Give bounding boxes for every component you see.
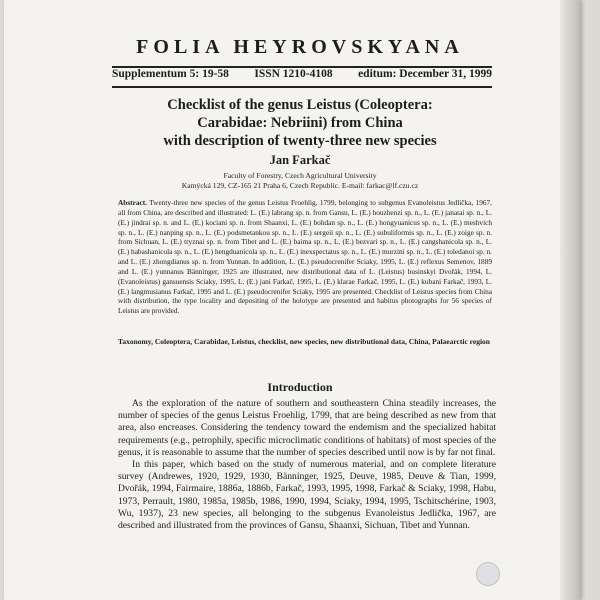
issue-meta [112, 68, 492, 80]
paper-title [100, 96, 500, 150]
keywords: Taxonomy, Coleoptera, Carabidae, Leistus, checklist, new species, new distributional data, China, Palaearctic region [118, 337, 490, 346]
affiliation [120, 171, 480, 190]
title-line-1: Checklist of the genus Leistus (Coleoptera: [167, 97, 433, 113]
library-stamp [476, 562, 500, 586]
abstract-label: Abstract. [118, 198, 147, 207]
affiliation-line-2: Kamýcká 129, CZ-165 21 Praha 6, Czech Republic. E-mail: farkac@lf.czu.cz [181, 180, 419, 190]
introduction-body [118, 398, 496, 532]
editum-label: editum: December 31, 1999 [358, 68, 492, 80]
title-line-2: Carabidae: Nebriini) from China [197, 115, 403, 131]
page-edge [560, 0, 580, 600]
introduction-paragraph-1: As the exploration of the nature of southern and southeastern China steadily increases, the number of species of the genus Leistus Froehlig, 1799, that are being described as new from that area, also encreases. Considering the tendency toward the endemism and the specialized habitat requirements (e.g., petrophily, specific microclimatic conditions of habitats) of most species of the genus, it is reasonable to assume that the number of species described until now is by far not final. [118, 398, 496, 458]
abstract-text: Twenty-three new species of the genus Leistus Froehlig, 1799, belonging to subgenus Evanoleistus Jedlička, 1967, all from China, are described and illustrated: L. (E.) labrang sp. n. from Gansu, L. (E.) houzhenzi sp. n., L. (E.) janatai sp. n., L. (E.) jindrai sp. n. and L. (E.) kociani sp. n. from Shaanxi, L. (E.) bohdan sp. n., L. (E.) hongyuanicus sp. n., L. (E.) meshvich sp. n., L. (E.) nanping sp. n., L. (E.) podsmetankou sp. n., L. (E.) sergeii sp. n., L. (E.) subuliformis sp. n., L. (E.) zoige sp. n. from Sichuan, L. (E.) tryznai sp. n. from Tibet and L. (E.) baima sp. n., L. (E.) bezvari sp. n., L. (E.) cangshanicola sp. n., L. (E.) habashanicola sp. n., L. (E.) hengduanicola sp. n., L. (E.) inexspectatus sp. n., L. (E.) murzini sp. n., L. (E.) toledanoi sp. n. and L. (E.) zhongdianus sp. n. from Yunnan. In addition, L. (E.) pseudocrenifer Sciaky, 1995, L. (E.) reflexus Semenov, 1889 and L. (E.) yunnanus Bänninger, 1925 are illustrated, new distributional data of L. (Leistus) businskyi Dvořák, 1994, L. (Evanoleistus) gansuensis Sciaky, 1995, L. (E.) jani Farkač, 1995, L. (E.) klarae Farkač, 1995, L. (E.) kubani Farkač, 1993, L. (E.) langmusianus Farkač, 1995 and L. (E.) pseudocrenifer Sciaky, 1995 are presented. Checklist of Leistus species from China with distribution, the type locality and depositing of the holotype are presented and habitus photographs for 56 species of Leistus are provided. [118, 198, 492, 316]
supplement-label: Supplementum 5: 19-58 [112, 68, 229, 80]
issn-label: ISSN 1210-4108 [254, 68, 333, 80]
author-name: Jan Farkač [269, 153, 331, 167]
title-line-3: with description of twenty-three new species [163, 133, 437, 149]
introduction-paragraph-2: In this paper, which based on the study of numerous material, and on complete literature survey (Andrewes, 1920, 1929, 1930, Bänninger, 1925, Deuve, 1985, Deuve & Tian, 1999, Dvořák, 1994, Fairmaire, 1886a, 1886b, Farkač, 1993, 1995, 1998, Farkač & Sciaky, 1998, Habu, 1973, Perrault, 1980, 1985a, 1985b, 1986, 1990, 1994, Sciaky, 1994, 1995, Tschitschérine, 1903, Wu, 1937), 23 new species, all belonging to the subgenus Evanoleistus Jedlička, 1967, are described and illustrated from the provinces of Gansu, Shaanxi, Sichuan, Tibet and Yunnan. [118, 459, 496, 532]
abstract [118, 198, 492, 316]
journal-title: FOLIA HEYROVSKYANA [136, 36, 464, 58]
affiliation-line-1: Faculty of Forestry, Czech Agricultural University [223, 171, 377, 180]
section-heading-introduction: Introduction [267, 380, 333, 394]
header-rule-bottom [112, 86, 492, 88]
